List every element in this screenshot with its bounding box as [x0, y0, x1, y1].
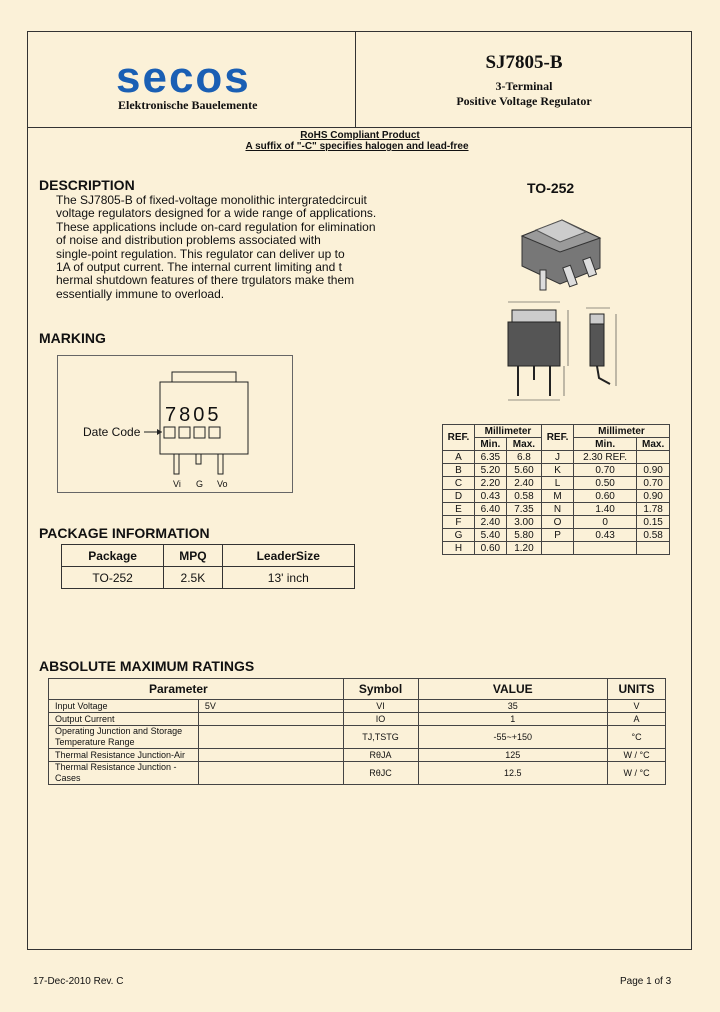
leadersize-col-header: LeaderSize [222, 545, 354, 567]
dimension-cell: 0.90 [637, 464, 670, 477]
rating-symbol-cell: TJ,TSTG [343, 726, 418, 749]
dimension-cell: F [443, 516, 475, 529]
mpq-cell: 2.5K [164, 567, 222, 589]
mpq-col-header: MPQ [164, 545, 222, 567]
subtitle-terminal: 3-Terminal [495, 79, 553, 93]
secos-logo: secos [116, 53, 251, 102]
marking-box [57, 355, 293, 493]
table-row [443, 451, 670, 464]
rating-param-cell: Input Voltage [49, 700, 199, 713]
rating-extra-cell [198, 762, 343, 785]
dimension-cell: 0 [573, 516, 636, 529]
dimension-cell: 0.43 [573, 529, 636, 542]
min-header: Min. [573, 438, 636, 451]
dimension-cell: O [542, 516, 574, 529]
rating-value-cell: -55~+150 [418, 726, 608, 749]
dimension-cell: J [542, 451, 574, 464]
dimension-cell: D [443, 490, 475, 503]
millimeter-header: Millimeter [573, 425, 669, 438]
dimension-rows [443, 451, 670, 555]
package-dimension-drawing [498, 296, 638, 408]
rating-unit-cell: °C [608, 726, 666, 749]
leadersize-cell: 13' inch [222, 567, 354, 589]
description-line: The SJ7805-B of fixed-voltage monolithic intergratedcircuit [56, 193, 367, 207]
rating-unit-cell: W / °C [608, 749, 666, 762]
description-line: voltage regulators designed for a wide range of applications. [56, 206, 377, 221]
dimension-cell: 5.80 [506, 529, 541, 542]
rating-extra-cell [198, 749, 343, 762]
rating-symbol-cell: RθJC [343, 762, 418, 785]
dimension-cell: 2.20 [474, 477, 506, 490]
table-row [62, 567, 355, 589]
rating-unit-cell: V [608, 700, 666, 713]
table-row [49, 749, 666, 762]
description-line: hermal shutdown features of there trgulators make them [56, 273, 355, 288]
dimension-cell: 7.35 [506, 503, 541, 516]
value-header: VALUE [418, 679, 608, 700]
rating-symbol-cell: VI [343, 700, 418, 713]
dimension-cell: 0.58 [637, 529, 670, 542]
ref-header: REF. [443, 425, 475, 451]
dimension-cell: N [542, 503, 574, 516]
halogen-line: A suffix of "-C" specifies halogen and lead-free [245, 141, 469, 152]
date-code-label: Date Code [83, 425, 141, 439]
dimension-cell: 0.90 [637, 490, 670, 503]
header-box [27, 31, 692, 128]
dimension-cell: H [443, 542, 475, 555]
table-row [443, 490, 670, 503]
dimension-cell: 0.15 [637, 516, 670, 529]
dimension-cell: B [443, 464, 475, 477]
description-text [56, 194, 396, 301]
footer-page: Page 1 of 3 [620, 976, 672, 987]
dimension-cell: 0.60 [474, 542, 506, 555]
rating-value-cell: 35 [418, 700, 608, 713]
table-row [443, 477, 670, 490]
package-info-table [61, 544, 355, 589]
rating-unit-cell: A [608, 713, 666, 726]
dimension-cell: 0.70 [573, 464, 636, 477]
dimension-cell: P [542, 529, 574, 542]
package-title: TO-252 [527, 180, 575, 196]
rohs-line: RoHS Compliant Product [300, 130, 420, 141]
dimension-cell: 6.8 [506, 451, 541, 464]
max-header: Max. [506, 438, 541, 451]
logo-subtitle: Elektronische Bauelemente [118, 98, 258, 112]
pin-g-label: G [196, 479, 204, 489]
dimension-cell: 2.40 [474, 516, 506, 529]
part-number: SJ7805-B [485, 52, 563, 73]
rating-value-cell: 1 [418, 713, 608, 726]
dimension-cell: 0.50 [573, 477, 636, 490]
table-row [49, 700, 666, 713]
marking-heading: MARKING [39, 330, 106, 346]
dimension-cell: 2.30 REF. [573, 451, 636, 464]
dimension-cell: 0.70 [637, 477, 670, 490]
description-heading: DESCRIPTION [39, 177, 135, 193]
table-row [443, 542, 670, 555]
dimension-cell: E [443, 503, 475, 516]
pin-vi-label: Vi [173, 479, 181, 489]
rating-param-cell: Thermal Resistance Junction - Cases [49, 762, 199, 785]
dimension-cell: K [542, 464, 574, 477]
dimension-cell: 5.60 [506, 464, 541, 477]
dimension-cell [637, 451, 670, 464]
rating-extra-cell: 5V [198, 700, 343, 713]
package-cell: TO-252 [62, 567, 164, 589]
rating-param-cell: Output Current [49, 713, 199, 726]
ratings-table [48, 678, 666, 785]
description-line: essentially immune to overload. [56, 286, 225, 301]
rating-value-cell: 12.5 [418, 762, 608, 785]
description-line: of noise and distribution problems associated with [56, 233, 321, 248]
package-col-header: Package [62, 545, 164, 567]
table-row [49, 762, 666, 785]
dimension-cell: 1.40 [573, 503, 636, 516]
dimension-cell: 6.35 [474, 451, 506, 464]
rating-unit-cell: W / °C [608, 762, 666, 785]
dimension-cell: A [443, 451, 475, 464]
pin-vo-label: Vo [217, 479, 228, 489]
dimension-cell: 6.40 [474, 503, 506, 516]
table-row [49, 713, 666, 726]
dimension-cell: G [443, 529, 475, 542]
units-header: UNITS [608, 679, 666, 700]
description-line: These applications include on-card regulation for elimination [56, 219, 376, 234]
table-row [443, 529, 670, 542]
table-row [443, 464, 670, 477]
dimension-cell: 3.00 [506, 516, 541, 529]
dimension-cell [637, 542, 670, 555]
package-info-heading: PACKAGE INFORMATION [39, 525, 210, 541]
dimension-cell: 0.43 [474, 490, 506, 503]
ratings-heading: ABSOLUTE MAXIMUM RATINGS [39, 658, 255, 674]
dimension-cell: 1.78 [637, 503, 670, 516]
footer-date: 17-Dec-2010 Rev. C [33, 976, 124, 987]
dimension-cell: 5.40 [474, 529, 506, 542]
dimension-cell: 2.40 [506, 477, 541, 490]
millimeter-header: Millimeter [474, 425, 541, 438]
max-header: Max. [637, 438, 670, 451]
package-3d-drawing [500, 208, 620, 298]
rating-symbol-cell: RθJA [343, 749, 418, 762]
dimension-cell: 0.60 [573, 490, 636, 503]
rating-extra-cell [198, 726, 343, 749]
dimension-cell: C [443, 477, 475, 490]
dimension-cell: M [542, 490, 574, 503]
rating-param-cell: Operating Junction and Storage Temperature Range [49, 726, 199, 749]
dimension-cell: 5.20 [474, 464, 506, 477]
table-row [443, 516, 670, 529]
min-header: Min. [474, 438, 506, 451]
dimension-table [442, 424, 670, 555]
dimension-cell [573, 542, 636, 555]
subtitle-regulator: Positive Voltage Regulator [456, 94, 592, 108]
dimension-cell: 0.58 [506, 490, 541, 503]
symbol-header: Symbol [343, 679, 418, 700]
table-row [49, 726, 666, 749]
rating-param-cell: Thermal Resistance Junction-Air [49, 749, 199, 762]
dimension-cell: L [542, 477, 574, 490]
dimension-cell [542, 542, 574, 555]
description-line: single-point regulation. This regulator can deliver up to [56, 246, 345, 261]
rating-extra-cell [198, 713, 343, 726]
rating-symbol-cell: IO [343, 713, 418, 726]
ratings-rows [49, 700, 666, 785]
ref-header: REF. [542, 425, 574, 451]
marking-code: 7805 [165, 404, 222, 426]
parameter-header: Parameter [49, 679, 344, 700]
description-line: 1A of output current. The internal current limiting and t [56, 260, 342, 275]
rating-value-cell: 125 [418, 749, 608, 762]
dimension-cell: 1.20 [506, 542, 541, 555]
table-row [443, 503, 670, 516]
